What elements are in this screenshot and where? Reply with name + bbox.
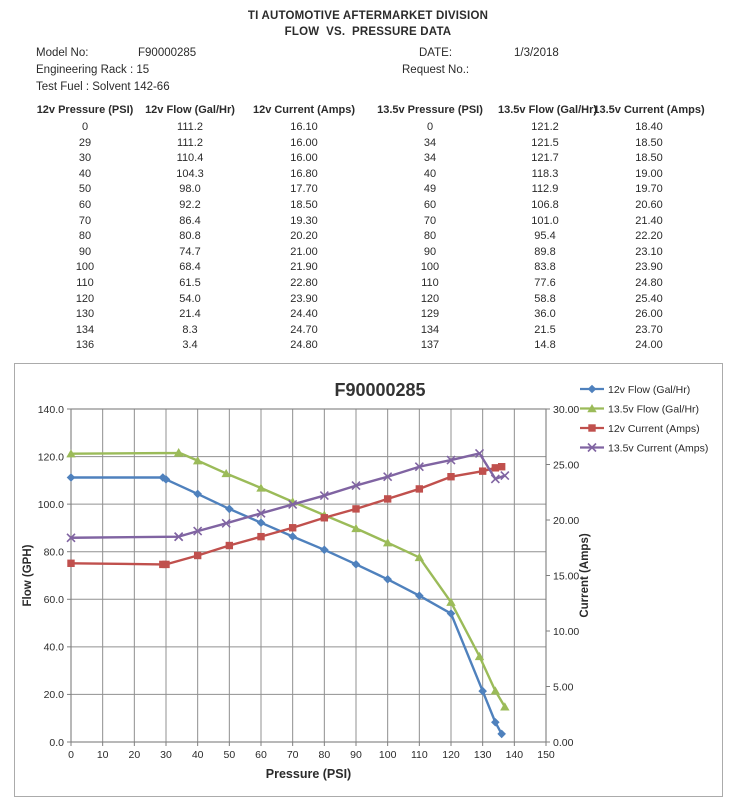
svg-text:70: 70 [286,749,299,761]
svg-text:30.00: 30.00 [553,403,580,416]
table-cell: 34 [423,152,437,165]
flow-pressure-table [36,102,706,354]
table-cell: 21.90 [290,261,318,274]
table-cell: 18.50 [635,136,663,149]
right-axis-title: Current (Amps) [579,533,591,618]
legend-item [580,423,700,435]
table-cell: 120 [75,292,95,305]
table-cell: 106.8 [531,198,559,211]
table-row [36,245,706,261]
table-cell: 104.3 [176,167,204,180]
test-fuel-label: Test Fuel : Solvent 142-66 [36,81,170,93]
table-row [36,136,706,152]
table-cell: 90 [423,245,437,258]
table-cell: 25.40 [635,292,663,305]
table-row [36,323,706,339]
table-cell: 49 [423,183,437,196]
svg-text:20.0: 20.0 [43,689,64,702]
svg-text:100.0: 100.0 [37,498,64,511]
table-cell: 110.4 [176,152,204,165]
svg-text:140.0: 140.0 [37,403,64,416]
table-cell: 130 [75,308,95,321]
table-cell: 60 [423,198,437,211]
legend-item [580,403,699,415]
svg-text:140: 140 [505,749,524,761]
svg-text:40: 40 [191,749,204,761]
table-cell: 3.4 [182,339,198,352]
svg-text:5.00: 5.00 [553,681,574,694]
svg-text:40.0: 40.0 [43,641,64,654]
table-cell: 0 [81,121,89,133]
column-header-13-5v-flow: 13.5v Flow (Gal/Hr) [498,103,598,116]
svg-text:12v Flow (Gal/Hr): 12v Flow (Gal/Hr) [608,383,691,396]
svg-text:100: 100 [378,749,397,761]
table-cell: 60 [78,198,92,211]
table-cell: 0 [426,121,434,133]
table-cell: 14.8 [534,339,556,352]
table-cell: 80 [78,230,92,243]
svg-text:60: 60 [255,749,267,761]
table-cell: 50 [78,183,92,196]
flow-pressure-chart [15,364,722,796]
table-cell: 23.90 [290,292,318,305]
table-cell: 121.2 [531,121,559,133]
table-cell: 54.0 [179,292,201,305]
table-row [36,151,706,167]
table-row [36,338,706,354]
svg-text:50: 50 [223,749,236,761]
table-cell: 16.00 [290,152,318,165]
table-row [36,276,706,292]
table-cell: 24.80 [635,276,663,289]
table-cell: 18.50 [290,198,318,211]
table-cell: 112.9 [531,183,559,196]
svg-text:0.0: 0.0 [49,736,64,749]
table-cell: 74.7 [179,245,201,258]
table-cell: 26.00 [635,308,663,321]
model-no-label: Model No: [36,47,89,59]
svg-text:12v Current (Amps): 12v Current (Amps) [608,422,700,435]
table-cell: 129 [420,308,440,321]
svg-text:110: 110 [410,749,428,761]
table-row [36,292,706,308]
table-cell: 95.4 [534,230,556,243]
table-cell: 16.10 [290,121,318,133]
table-cell: 100 [75,261,95,274]
table-cell: 8.3 [182,323,198,336]
svg-text:0: 0 [68,749,74,761]
table-cell: 83.8 [534,261,556,274]
legend-item [580,442,708,454]
svg-text:130: 130 [473,749,492,761]
table-cell: 21.40 [635,214,663,227]
table-cell: 30 [78,152,92,165]
table-cell: 36.0 [534,308,556,321]
table-cell: 137 [420,339,440,352]
table-cell: 24.40 [290,308,318,321]
svg-text:60.0: 60.0 [43,594,64,607]
table-cell: 17.70 [290,183,318,196]
table-cell: 111.2 [177,121,203,133]
table-cell: 98.0 [179,183,201,196]
date-value: 1/3/2018 [514,47,559,59]
x-axis-title: Pressure (PSI) [265,767,352,781]
table-cell: 40 [78,167,92,180]
table-cell: 23.90 [635,261,663,274]
table-cell: 134 [75,323,95,336]
table-cell: 111.2 [177,136,203,149]
column-header-13-5v-current: 13.5v Current (Amps) [593,103,705,116]
svg-text:13.5v Flow (Gal/Hr): 13.5v Flow (Gal/Hr) [608,403,700,416]
svg-text:120.0: 120.0 [37,451,64,464]
request-no-label: Request No.: [402,64,470,76]
chart-legend [580,384,708,455]
table-row [36,214,706,230]
svg-text:13.5v Current (Amps): 13.5v Current (Amps) [608,442,709,455]
report-title: TI AUTOMOTIVE AFTERMARKET DIVISION [247,10,489,22]
table-cell: 86.4 [179,214,201,227]
report-subtitle: FLOW VS. PRESSURE DATA [284,26,452,38]
svg-text:90: 90 [350,749,362,761]
table-cell: 92.2 [179,198,201,211]
model-no-value: F90000285 [138,47,197,59]
table-cell: 21.5 [534,323,556,336]
table-row [36,229,706,245]
table-cell: 19.70 [635,183,663,196]
table-cell: 21.4 [179,308,201,321]
table-cell: 70 [423,214,437,227]
table-cell: 120 [420,292,440,305]
column-header-13-5v-pressure: 13.5v Pressure (PSI) [377,103,483,116]
table-cell: 16.00 [290,136,318,149]
svg-text:80.0: 80.0 [43,546,64,559]
table-row [36,167,706,183]
table-cell: 134 [420,323,440,336]
table-cell: 34 [423,136,437,149]
table-cell: 23.10 [635,245,663,258]
table-cell: 80.8 [179,230,201,243]
table-cell: 24.70 [290,323,318,336]
svg-text:20.00: 20.00 [553,514,580,527]
table-header [36,102,706,120]
table-cell: 68.4 [179,261,201,274]
chart-title: F90000285 [334,380,426,400]
table-cell: 18.40 [635,121,663,133]
table-cell: 18.50 [635,152,663,165]
series-12v-flow-gal-hr- [67,473,506,738]
table-cell: 61.5 [179,276,201,289]
table-cell: 101.0 [531,214,559,227]
svg-text:15.00: 15.00 [553,570,580,583]
table-cell: 22.20 [635,230,663,243]
table-cell: 77.6 [534,276,556,289]
table-cell: 24.80 [290,339,318,352]
svg-text:20: 20 [128,749,141,761]
table-row [36,307,706,323]
table-cell: 29 [78,136,92,149]
series-12v-current-amps- [67,463,505,568]
table-cell: 40 [423,167,437,180]
table-row [36,182,706,198]
table-cell: 21.00 [290,245,318,258]
table-row [36,198,706,214]
table-cell: 22.80 [290,276,318,289]
table-cell: 100 [420,261,440,274]
grid-and-ticks [38,404,580,761]
table-cell: 70 [78,214,92,227]
table-cell: 80 [423,230,437,243]
column-header-12v-current: 12v Current (Amps) [252,103,356,116]
table-cell: 136 [75,339,95,352]
chart-labels [22,380,591,781]
table-cell: 23.70 [635,323,663,336]
table-cell: 19.00 [635,167,663,180]
svg-text:10: 10 [96,749,109,761]
table-cell: 121.5 [531,136,559,149]
svg-text:120: 120 [442,749,460,761]
left-axis-title: Flow (GPH) [22,544,34,607]
table-cell: 89.8 [534,245,556,258]
table-cell: 24.00 [635,339,663,352]
table-cell: 110 [76,276,94,289]
svg-text:150: 150 [537,749,555,761]
table-cell: 121.7 [531,152,559,165]
chart-panel [14,363,723,797]
table-cell: 20.60 [635,198,663,211]
svg-text:30: 30 [160,749,172,761]
table-cell: 110 [421,276,439,289]
column-header-12v-pressure: 12v Pressure (PSI) [36,103,134,116]
table-cell: 20.20 [290,230,318,243]
date-label: DATE: [419,47,453,59]
series-13.5v-flow-gal-hr- [66,448,509,710]
column-header-12v-flow: 12v Flow (Gal/Hr) [145,103,235,116]
table-cell: 19.30 [290,214,318,227]
table-cell: 118.3 [531,167,559,180]
legend-item [580,384,690,396]
flow-table-body [36,120,706,354]
table-row [36,120,706,136]
engineering-rack-label: Engineering Rack : 15 [36,64,150,76]
table-cell: 90 [78,245,92,258]
svg-text:10.00: 10.00 [553,625,580,638]
table-row [36,260,706,276]
table-cell: 16.80 [290,167,318,180]
svg-text:80: 80 [318,749,331,761]
table-cell: 58.8 [534,292,556,305]
svg-text:25.00: 25.00 [553,459,580,472]
svg-text:0.00: 0.00 [553,736,574,749]
